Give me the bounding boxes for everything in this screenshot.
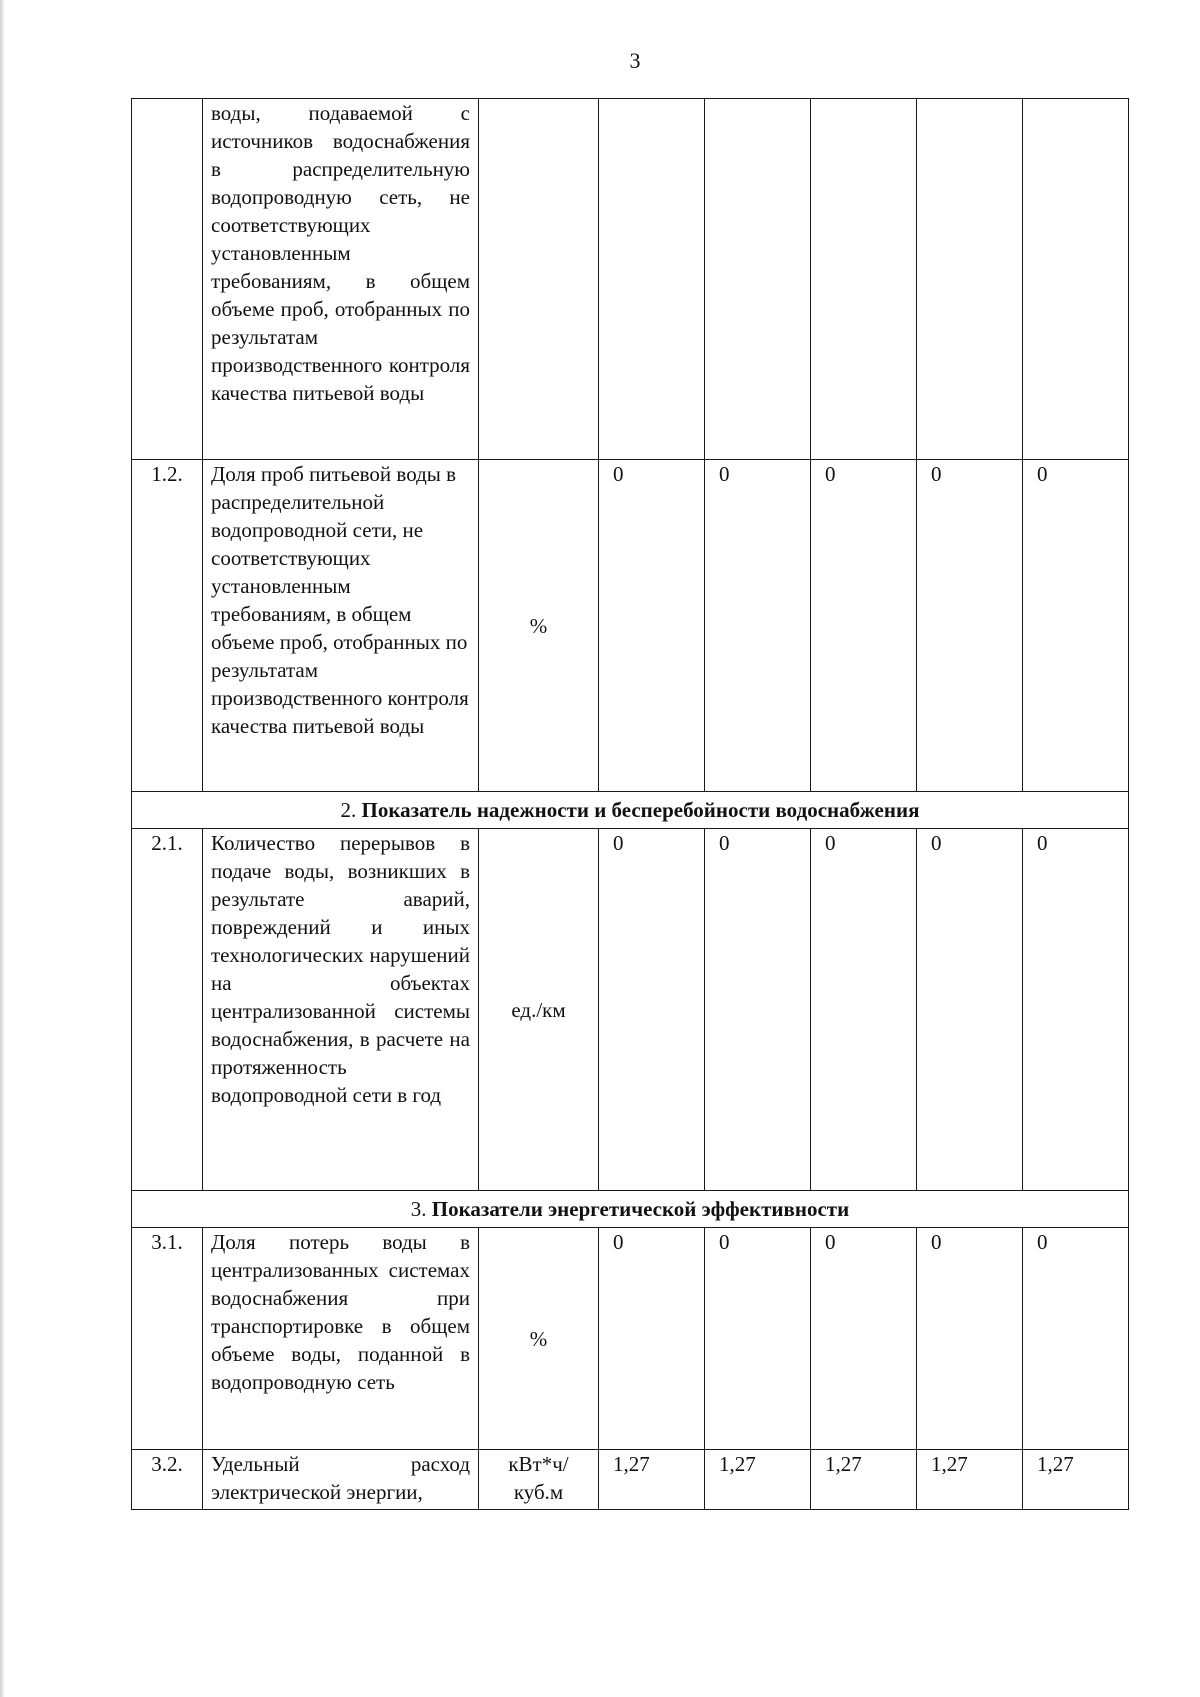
value-cell: 1,27 xyxy=(599,1450,705,1510)
value-cell: 0 xyxy=(705,460,811,792)
value-cell: 0 xyxy=(811,460,917,792)
value-cell: 0 xyxy=(917,1228,1023,1450)
section-title-text: Показатель надежности и бесперебойности водоснабжения xyxy=(361,798,920,822)
unit-cell: % xyxy=(479,460,599,792)
value-cell: 1,27 xyxy=(917,1450,1023,1510)
row-number xyxy=(132,99,203,460)
value-cell: 0 xyxy=(811,1228,917,1450)
indicator-name: воды, подаваемой с источников водоснабжения в распределительную водопроводную сеть, не соответствующих установленным требованиям, в общем объеме проб, отобранных по результатам производственного контроля качества питьевой воды xyxy=(203,99,479,460)
value-cell: 1,27 xyxy=(705,1450,811,1510)
table-row xyxy=(132,1450,1129,1510)
value-cell xyxy=(917,99,1023,460)
unit-cell: ед./км xyxy=(479,829,599,1191)
value-cell: 0 xyxy=(917,829,1023,1191)
value-cell: 0 xyxy=(1023,460,1129,792)
value-cell xyxy=(1023,99,1129,460)
page-number: 3 xyxy=(629,48,641,73)
unit-cell: % xyxy=(479,1228,599,1450)
table-row xyxy=(132,829,1129,1191)
unit-cell xyxy=(479,99,599,460)
row-number: 2.1. xyxy=(132,829,203,1191)
section-title-text: Показатели энергетической эффективности xyxy=(431,1197,850,1221)
indicator-name: Доля потерь воды в централизованных системах водоснабжения при транспортировке в общем объеме воды, поданной в водопроводную сеть xyxy=(203,1228,479,1450)
table-row xyxy=(132,1228,1129,1450)
value-cell: 0 xyxy=(1023,1228,1129,1450)
indicator-name: Количество перерывов в подаче воды, возникших в результате аварий, повреждений и иных технологических нарушений на объектах централизованной системы водоснабжения, в расчете на протяженность водопроводной сети в год xyxy=(203,829,479,1191)
row-number: 3.2. xyxy=(132,1450,203,1510)
value-cell: 0 xyxy=(599,460,705,792)
section-title xyxy=(132,792,1129,829)
unit-line: кВт*ч/ xyxy=(508,1452,569,1476)
section-number: 2. xyxy=(340,798,357,822)
unit-cell xyxy=(479,1450,599,1510)
section-number: 3. xyxy=(410,1197,427,1221)
unit-line: куб.м xyxy=(513,1480,564,1504)
value-cell: 0 xyxy=(917,460,1023,792)
value-cell xyxy=(705,99,811,460)
section-header-row xyxy=(132,1191,1129,1228)
value-cell xyxy=(811,99,917,460)
value-cell: 0 xyxy=(811,829,917,1191)
value-cell: 0 xyxy=(705,1228,811,1450)
indicator-name: Удельный расход электрической энергии, xyxy=(203,1450,479,1510)
value-cell: 0 xyxy=(599,1228,705,1450)
value-cell: 1,27 xyxy=(811,1450,917,1510)
value-cell: 0 xyxy=(705,829,811,1191)
section-header-row xyxy=(132,792,1129,829)
indicators-table xyxy=(131,98,1129,1510)
value-cell: 0 xyxy=(599,829,705,1191)
table-row xyxy=(132,99,1129,460)
table-row xyxy=(132,460,1129,792)
row-number: 3.1. xyxy=(132,1228,203,1450)
value-cell: 1,27 xyxy=(1023,1450,1129,1510)
indicator-name: Доля проб питьевой воды в распределительной водопроводной сети, не соответствующих установленным требованиям, в общем объеме проб, отобранных по результатам производственного контроля качества питьевой воды xyxy=(203,460,479,792)
row-number: 1.2. xyxy=(132,460,203,792)
value-cell: 0 xyxy=(1023,829,1129,1191)
value-cell xyxy=(599,99,705,460)
page-edge xyxy=(0,0,4,1697)
section-title xyxy=(132,1191,1129,1228)
